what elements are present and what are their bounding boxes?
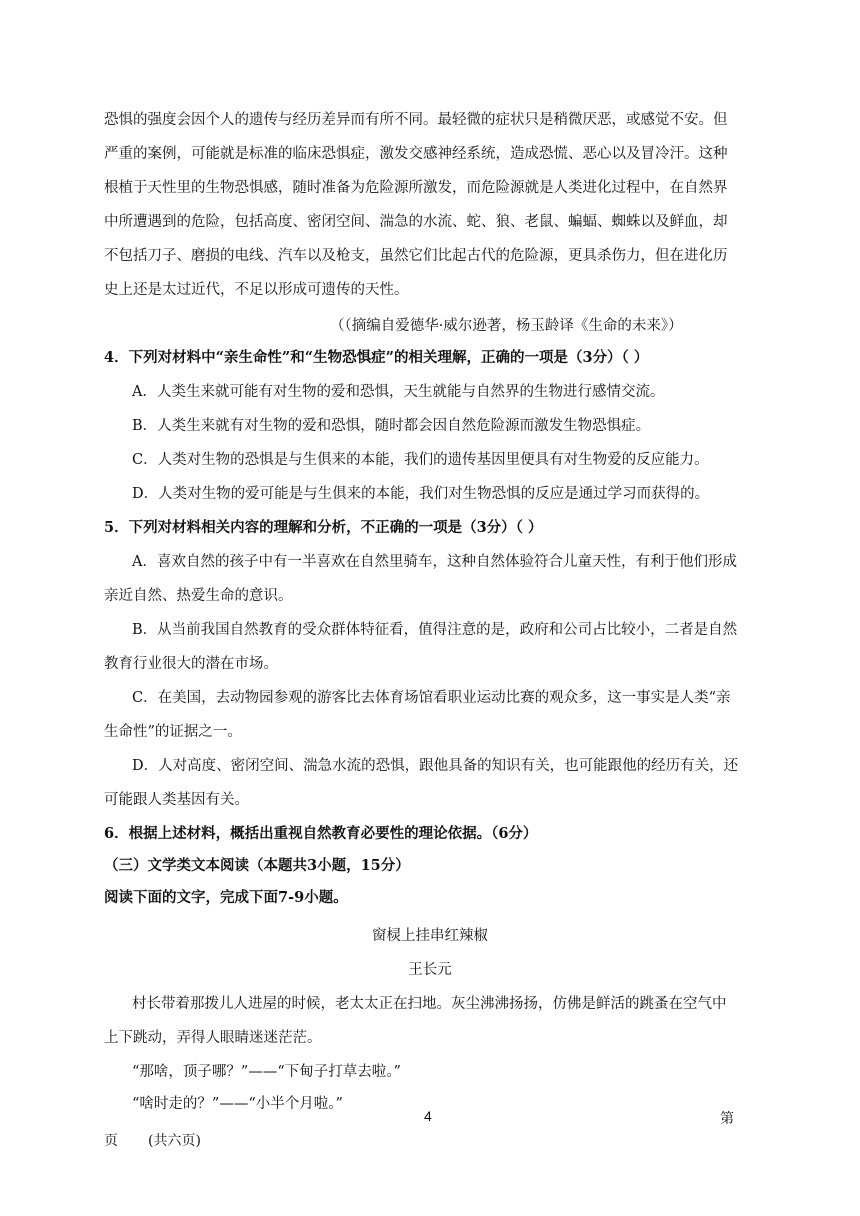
story-paragraph-1-line2: 上下跳动，弄得人眼睛迷迷茫茫。 [104,1030,322,1046]
q5-option-c-line2: 生命性”的证据之一。 [104,724,242,740]
q5-option-b-line1: B．从当前我国自然教育的受众群体特征看，值得注意的是，政府和公司占比较小，二者是自然 [132,622,738,638]
footer-di: 第 [720,1111,734,1127]
q5-option-d-line1: D．人对高度、密闭空间、湍急水流的恐惧，跟他具备的知识有关，也可能跟他的经历有关，还 [132,758,739,774]
story-dialogue-2: “啥时走的？”——“小半个月啦。” [132,1096,343,1112]
passage-citation: （（摘编自爱德华·威尔逊著，杨玉龄译《生命的未来》） [330,318,683,334]
q4-option-d: D．人类对生物的爱可能是与生俱来的本能，我们对生物恐惧的反应是通过学习而获得的。 [132,486,710,502]
q4-option-b: B．人类生来就有对生物的爱和恐惧，随时都会因自然危险源而激发生物恐惧症。 [132,418,651,434]
q5-option-c-line1: C．在美国，去动物园参观的游客比去体育场馆看职业运动比赛的观众多，这一事实是人类“亲 [132,690,731,706]
footer-total-pages: (共六页) [148,1133,201,1149]
story-paragraph-1-line1: 村长带着那拨儿人进屋的时候，老太太正在扫地。灰尘沸沸扬扬，仿佛是鲜活的跳蚤在空气中 [132,996,727,1012]
q6-stem: 6．根据上述材料，概括出重视自然教育必要性的理论依据。（6分） [104,825,538,842]
passage-line-4: 中所遭遇到的危险，包括高度、密闭空间、湍急的水流、蛇、狼、老鼠、蝙蝠、蜘蛛以及鲜血，却 [104,214,728,230]
passage-line-6: 史上还是太过近代，不足以形成可遗传的天性。 [104,282,409,298]
story-dialogue-1: “那啥，顶子哪？”——“下甸子打草去啦。” [132,1064,401,1080]
section-heading: （三）文学类文本阅读（本题共3小题，15分） [104,857,410,874]
q5-stem: 5．下列对材料相关内容的理解和分析，不正确的一项是（3分）（ ） [104,519,543,536]
q4-stem: 4．下列对材料中“亲生命性”和“生物恐惧症”的相关理解，正确的一项是（3分）（ ） [104,349,649,366]
q4-option-a: A．人类生来就可能有对生物的爱和恐惧，天生就能与自然界的生物进行感情交流。 [132,384,665,400]
passage-line-1: 恐惧的强度会因个人的遗传与经历差异而有所不同。最轻微的症状只是稍微厌恶，或感觉不安。但 [104,112,728,128]
q5-option-a-line2: 亲近自然、热爱生命的意识。 [104,588,293,604]
q5-option-a-line1: A．喜欢自然的孩子中有一半喜欢在自然里骑车，这种自然体验符合儿童天性，有利于他们形成 [132,554,737,570]
passage-line-2: 严重的案例，可能就是标准的临床恐惧症，激发交感神经系统，造成恐慌、恶心以及冒冷汗。这种 [104,146,728,162]
page-number: 4 [424,1108,432,1124]
passage-line-5: 不包括刀子、磨损的电线、汽车以及枪支，虽然它们比起古代的危险源，更具杀伤力，但在进化历 [104,248,728,264]
footer-ye: 页 [104,1133,118,1149]
story-author: 王长元 [408,962,452,978]
section-instruction: 阅读下面的文字，完成下面7-9小题。 [104,889,348,906]
passage-line-3: 根植于天性里的生物恐惧感，随时准备为危险源所激发，而危险源就是人类进化过程中，在自然界 [104,180,728,196]
q5-option-d-line2: 可能跟人类基因有关。 [104,792,249,808]
q4-option-c: C．人类对生物的恐惧是与生俱来的本能，我们的遗传基因里便具有对生物爱的反应能力。 [132,452,709,468]
q5-option-b-line2: 教育行业很大的潜在市场。 [104,656,278,672]
story-title: 窗棂上挂串红辣椒 [372,928,488,944]
